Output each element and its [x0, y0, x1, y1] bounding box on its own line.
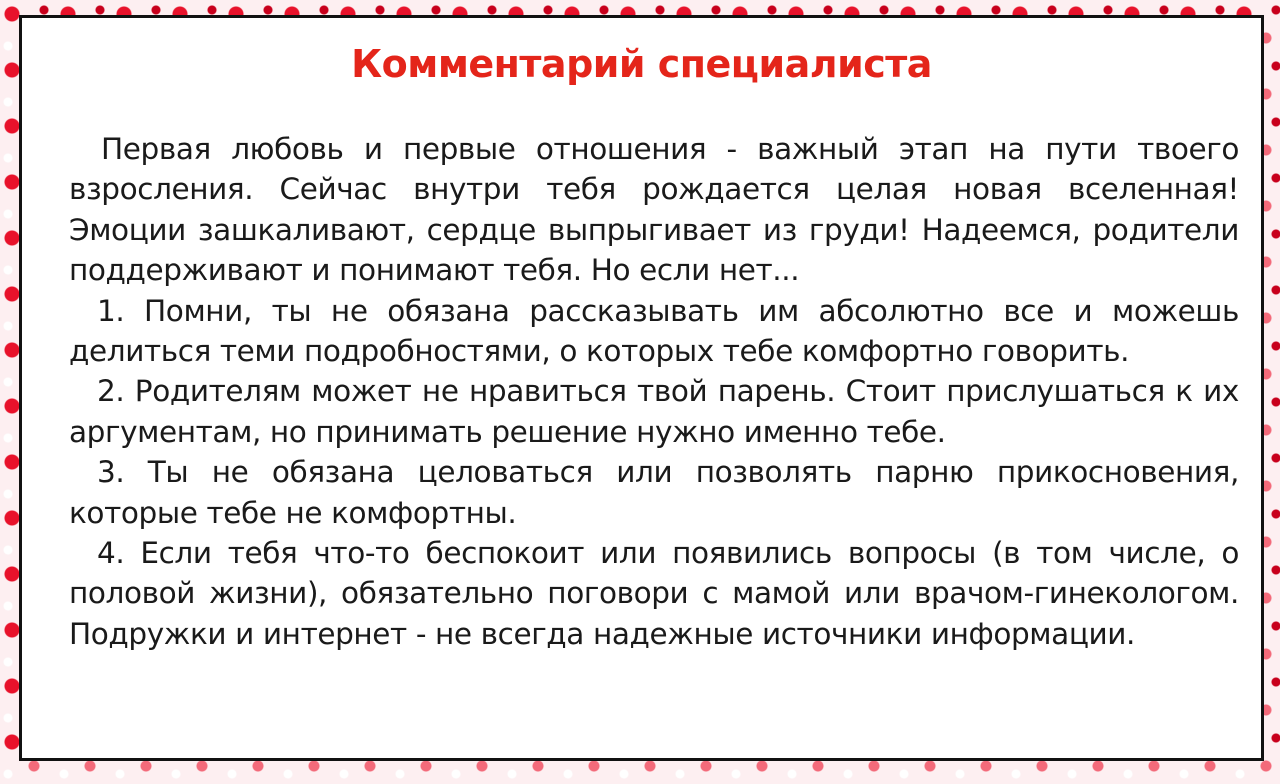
comment-body	[69, 129, 1239, 654]
tip-2-paragraph: 2. Родителям может не нравиться твой парень. Стоит прислушаться к их аргументам, но принимать решение нужно именно тебе.	[69, 374, 1239, 449]
intro-paragraph: Первая любовь и первые отношения - важный этап на пути твоего взросления. Сейчас внутри тебя рождается целая новая вселенная! Эмоции зашкаливают, сердце выпрыгивает из груди! Надеемся, родители поддерживают и понимают тебя. Но если нет...	[69, 132, 1239, 288]
tip-3-paragraph: 3. Ты не обязана целоваться или позволять парню прикосновения, которые тебе не комфортны.	[69, 455, 1239, 530]
tip-1-paragraph: 1. Помни, ты не обязана рассказывать им абсолютно все и можешь делиться теми подробностями, о которых тебе комфортно говорить.	[69, 293, 1239, 369]
page-title: Комментарий специалиста	[351, 42, 932, 86]
expert-comment-card	[19, 15, 1264, 761]
tip-4-paragraph: 4. Если тебя что-то беспокоит или появились вопросы (в том числе, о половой жизни), обязательно поговори с мамой или врачом-гинекологом. Подружки и интернет - не всегда надежные источники информации.	[69, 536, 1239, 651]
